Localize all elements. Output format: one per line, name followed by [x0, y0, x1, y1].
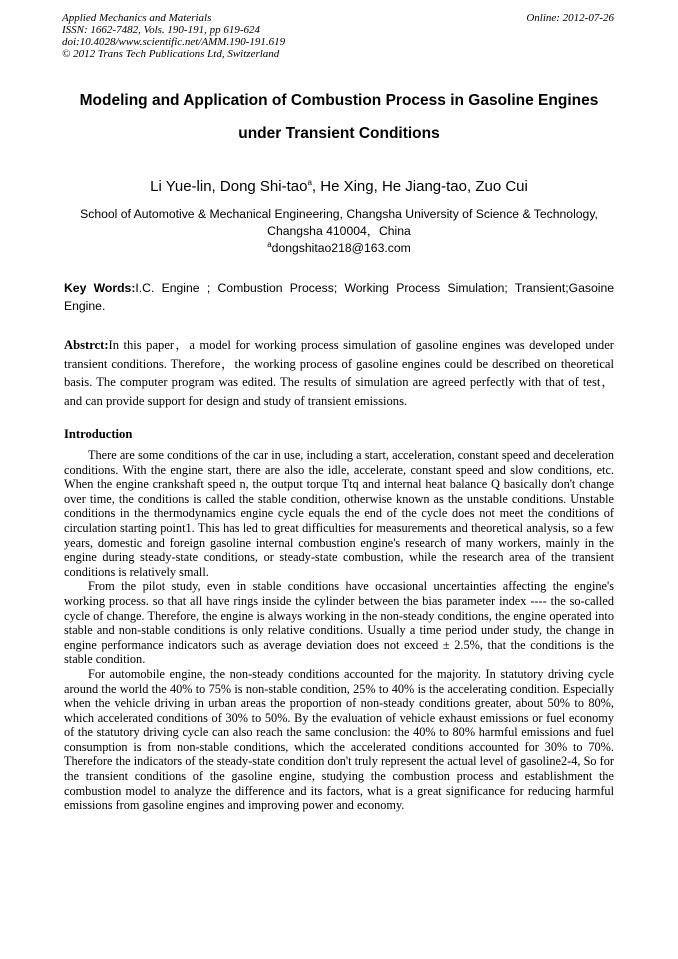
abstract-block [64, 336, 614, 410]
keywords-label: Key Words: [64, 281, 136, 295]
author-list [0, 178, 678, 195]
author-email [0, 240, 678, 257]
journal-name: Applied Mechanics and Materials [62, 12, 212, 24]
body-paragraph: From the pilot study, even in stable conditions have occasional uncertainties affecting the engine's working process. so that all have rings inside the cylinder between the bias parameter index ---- the so-called cycle of change. Therefore, the engine is always working in the non-steady conditions, the engine operated into stable and non-stable conditions is only relative conditions. Usually a time period under study, the change in engine performance indicators such as average deviation does not exceed ± 2.5%, that the conditions is the stable condition. [64, 579, 614, 667]
abstract-label: Abstrct: [64, 338, 109, 352]
keywords-block [64, 279, 614, 315]
paper-title-line-2: under Transient Conditions [238, 125, 440, 142]
authors-part-1: Li Yue-lin, Dong Shi-tao [150, 178, 308, 195]
journal-header [62, 12, 285, 60]
email-address: dongshitao218@163.com [271, 241, 411, 255]
abstract-text: In this paper，a model for working process simulation of gasoline engines was developed under transient conditions. Therefore，the working process of gasoline engines could be described on theoretical basis. The computer program was edited. The results of simulation are agreed perfectly with that of test，and can provide support for design and study of transient emissions. [64, 338, 614, 408]
affiliation-line-2: Changsha 410004，China [267, 224, 411, 238]
author-superscript: a [307, 178, 312, 187]
copyright-line: © 2012 Trans Tech Publications Ltd, Switzerland [62, 48, 280, 60]
body-paragraph: For automobile engine, the non-steady conditions accounted for the majority. In statutory driving cycle around the world the 40% to 75% is non-stable condition, 25% to 40% is the accelerating condition. Especially when the vehicle driving in urban areas the proportion of non-steady conditions greater, about 50% to 80%, which accelerated conditions of 30% to 50%. By the evaluation of vehicle exhaust emissions or fuel economy of the statutory driving cycle can also reach the same conclusion: the 40% to 80% harmful emissions and fuel consumption is from non-stable conditions, which the accelerated conditions accounted for 30% to 70%. Therefore the indicators of the steady-state condition don't truly represent the actual level of gasoline2-4, So for the transient conditions of the gasoline engine, studying the combustion process and establishment the combustion model to analyze the difference and its factors, what is a great significance for reducing harmful emissions from gasoline engines and improving power and economy. [64, 666, 614, 813]
email-superscript: a [267, 239, 272, 249]
section-heading-introduction: Introduction [64, 427, 133, 441]
keywords-text: I.C. Engine ; Combustion Process; Working Process Simulation; Transient;Gasoine Engine. [64, 281, 615, 313]
paper-title-line-1: Modeling and Application of Combustion Process in Gasoline Engines [79, 92, 599, 109]
doi-line: doi:10.4028/www.scientific.net/AMM.190-191.619 [62, 36, 286, 48]
introduction-body [64, 448, 614, 813]
authors-part-2: , He Xing, He Jiang-tao, Zuo Cui [311, 178, 528, 195]
affiliation-line-1: School of Automotive & Mechanical Engineering, Changsha University of Science & Technology, [80, 207, 598, 221]
online-date: Online: 2012-07-26 [526, 12, 614, 24]
issn-line: ISSN: 1662-7482, Vols. 190-191, pp 619-624 [62, 24, 260, 36]
body-paragraph: There are some conditions of the car in use, including a start, acceleration, constant speed and deceleration conditions. With the engine start, there are also the idle, accelerate, constant speed and slow conditions, etc. When the engine crankshaft speed n, the output torque Ttq and internal heat balance Q basically don't change over time, the conditions is called the stable condition, otherwise known as the unstable conditions. Unstable conditions in the thermodynamics engine cycle equals the end of the cycle does not meet the conditions of circulation starting point1. This has led to great difficulties for measurements and theoretical analysis, so a few years, domestic and foreign gasoline internal combustion engine's research of many workers, mainly in the engine during steady-state conditions, or steady-state combustion, while the research area of the transient conditions is relatively small. [64, 448, 614, 579]
